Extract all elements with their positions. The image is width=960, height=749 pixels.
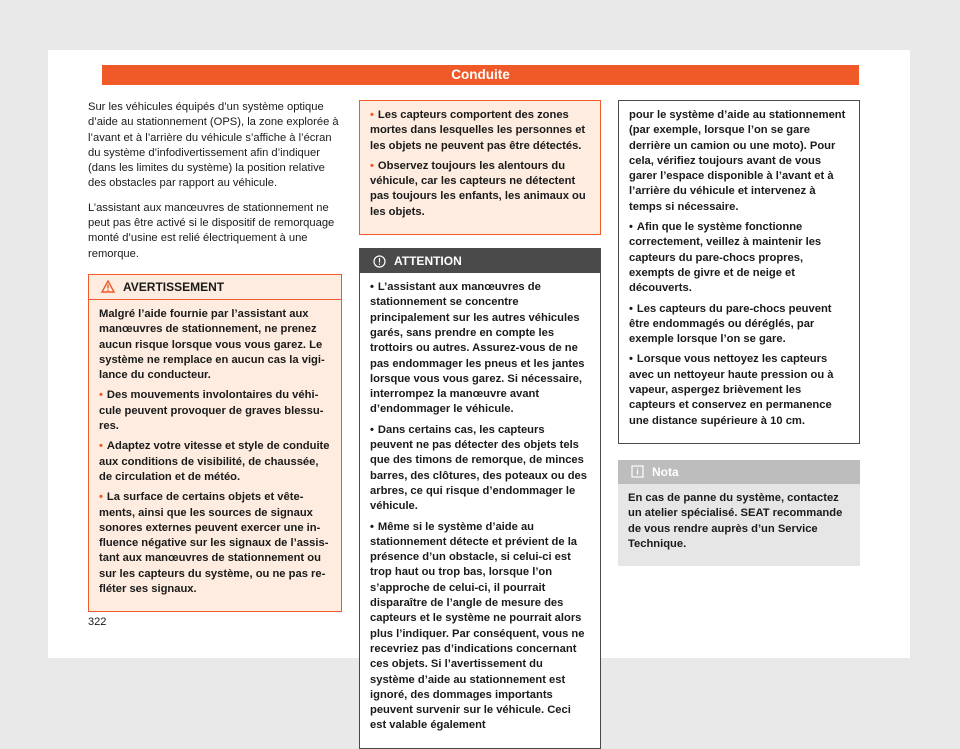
note-title: Nota bbox=[652, 464, 679, 479]
warning-box bbox=[88, 274, 342, 612]
note-header bbox=[618, 460, 860, 484]
body-paragraph: Sur les véhicules équipés d’un système optique d’aide au stationnement (OPS), la zone explorée à l’avant et à l’arrière du véhicule s’affiche à l’écran du système d’infodivertissement afin d’indiquer (dans les limites du système) la position relative des obstacles par rapport au véhicule. bbox=[88, 101, 339, 190]
attention-bullet: • L’assistant aux manœuvres de stationnement se concentre principalement sur les autres véhicules garés, sans prendre en compte les trottoirs ou autres. Assurez-vous de ne pas endommager les pneus et les jantes lorsque vous vous garez. Si nécessaire, interrompez la manœuvre avant d’endommager le véhicule. bbox=[370, 280, 590, 418]
attention-bullet: • Afin que le système fonctionne correctement, veillez à maintenir les capteurs du pare-chocs propres, exempts de givre et de neige et découverts. bbox=[629, 220, 849, 296]
attention-bullet: • Les capteurs du pare-chocs peuvent être endommagés ou déréglés, par exemple lorsque l’on se gare. bbox=[629, 302, 849, 348]
attention-header bbox=[360, 249, 600, 273]
warning-bullet: • La surface de certains objets et vêtements, ainsi que les sources de signaux sonores externes peuvent exercer une influence négative sur les signaux de l’assistant aux manœuvres de stationnement ou sur les capteurs du système, ou ne pas refléter ses signaux. bbox=[99, 490, 331, 597]
attention-continued-body bbox=[619, 101, 859, 443]
warning-triangle-icon bbox=[99, 280, 117, 293]
warning-bullet: • Adaptez votre vitesse et style de conduite aux conditions de visibilité, de chaussée, de circulation et de météo. bbox=[99, 439, 331, 485]
column-left bbox=[88, 100, 342, 612]
body-paragraph: L’assistant aux manœuvres de stationnement ne peut pas être activé si le dispositif de remorquage monté d’usine est relié électriquement à une remorque. bbox=[88, 201, 335, 260]
attention-title: ATTENTION bbox=[394, 254, 462, 269]
attention-body bbox=[360, 273, 600, 748]
attention-continued-intro: pour le système d’aide au stationnement (par exemple, lorsque l’on se gare derrière un camion ou une moto). Pour cela, vérifiez toujours avant de vous garer l’espace disponible à l’avant et à l’arrière du véhicule et intervenez à temps si nécessaire. bbox=[629, 109, 846, 213]
attention-bullet: • Même si le système d’aide au stationnement détecte et prévient de la présence d’un obstacle, si celui-ci est trop haut ou trop bas, lorsque l’on s’approche de celui-ci, il pourrait disparaître de l’angle de mesure des capteurs et le système ne pourrait alors plus l’indiquer. Par conséquent, vous ne recevriez pas d’indications concernant ces objets. Si l’avertissement du système d’aide au stationnement est ignoré, des dommages importants peuvent survenir sur le véhicule. Ceci est valable également bbox=[370, 520, 590, 734]
note-box bbox=[618, 460, 860, 566]
note-text: En cas de panne du système, contactez un atelier spécialisé. SEAT recommande de vous rendre auprès d’un Service Technique. bbox=[628, 491, 843, 550]
info-square-icon bbox=[628, 465, 646, 478]
warning-header bbox=[89, 275, 341, 300]
column-right bbox=[618, 100, 860, 566]
warning-title: AVERTISSEMENT bbox=[123, 279, 225, 294]
warning-intro: Malgré l’aide fournie par l’assistant aux manœuvres de stationnement, ne prenez aucun risque lorsque vous vous garez. Le système ne remplace en aucun cas la vigilance du conducteur. bbox=[99, 307, 325, 382]
attention-bullet: • Dans certains cas, les capteurs peuvent ne pas détecter des objets tels que des timons de remorque, de minces barres, des clôtures, des poteaux ou des arbres, ce qui risque d’endommager le véhicule. bbox=[370, 423, 590, 515]
attention-box-continued bbox=[618, 100, 860, 444]
section-title: Conduite bbox=[451, 67, 510, 82]
warning-bullet: • Les capteurs comportent des zones mortes dans lesquelles les personnes et les objets ne peuvent pas être détectés. bbox=[370, 108, 590, 154]
page-number: 322 bbox=[88, 616, 107, 628]
attention-bullet: • Lorsque vous nettoyez les capteurs avec un nettoyeur haute pression ou à vapeur, aspergez brièvement les capteurs et conservez en permanence une distance supérieure à 10 cm. bbox=[629, 352, 849, 428]
note-body bbox=[618, 484, 860, 566]
warning-bullet: • Observez toujours les alentours du véhicule, car les capteurs ne détectent pas toujours les enfants, les animaux ou les objets. bbox=[370, 159, 590, 220]
section-header bbox=[102, 65, 859, 85]
info-circle-icon bbox=[370, 255, 388, 268]
column-middle bbox=[359, 100, 601, 749]
warning-body bbox=[89, 300, 341, 611]
warning-bullet: • Des mouvements involontaires du véhicule peuvent provoquer de graves blessures. bbox=[99, 388, 331, 434]
attention-box bbox=[359, 248, 601, 749]
warning-box-continued bbox=[359, 100, 601, 235]
warning-continued-body bbox=[360, 101, 600, 234]
